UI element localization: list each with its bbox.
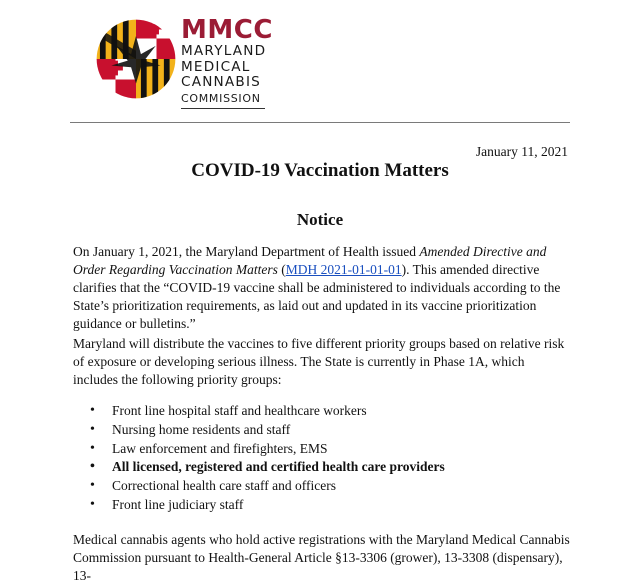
paragraph-cannabis-agents: Medical cannabis agents who hold active registrations with the Maryland Medical Cannabis Commission pursuant to Health-General Article §13-3306 (grower), 13-3308 (dispensary), 13- xyxy=(73,532,570,583)
p1-text-a: On January 1, 2021, the Maryland Department of Health issued xyxy=(73,244,420,259)
priority-group-list xyxy=(90,402,445,515)
logo-text xyxy=(181,16,271,109)
mmcc-logo xyxy=(95,12,273,107)
header-divider xyxy=(70,122,570,123)
list-item: • Front line judiciary staff xyxy=(90,496,445,515)
mdh-directive-link[interactable]: MDH 2021-01-01-01 xyxy=(285,262,402,277)
list-item: • All licensed, registered and certified health care providers xyxy=(90,458,445,477)
org-line-medical: MEDICAL xyxy=(181,58,251,75)
list-item: • Front line hospital staff and healthcare workers xyxy=(90,402,445,421)
document-title: COVID-19 Vaccination Matters xyxy=(191,160,449,181)
paragraph-priority-groups: Maryland will distribute the vaccines to five different priority groups based on relative risk of exposure or developing serious illness. The State is currently in Phase 1A, which includes the following priority groups: xyxy=(73,336,565,387)
maryland-flag-leaf-seal-icon xyxy=(95,18,177,100)
org-line-commission: COMMISSION xyxy=(181,91,261,105)
logo-underline xyxy=(181,108,265,109)
org-line-cannabis: CANNABIS xyxy=(181,74,261,90)
document-subtitle: Notice xyxy=(296,210,344,229)
list-item: • Nursing home residents and staff xyxy=(90,421,445,440)
org-line-maryland: MARYLAND xyxy=(181,43,267,59)
directive-title: Amended Directive and Order Regarding Vaccination Matters xyxy=(73,244,547,277)
list-item: • Law enforcement and firefighters, EMS xyxy=(90,440,445,459)
paragraph-directive xyxy=(73,243,570,333)
p1-text-b: ( xyxy=(277,262,286,277)
p1-text-c: ). This amended directive clarifies that the “COVID-19 vaccine shall be administered to individuals according to the State’s prioritization requirements, as laid out and updated in its vaccine prioritization guidance or bulletins.” xyxy=(73,262,561,331)
document-date: January 11, 2021 xyxy=(475,144,568,159)
list-item: • Correctional health care staff and officers xyxy=(90,477,445,496)
org-acronym: MMCC xyxy=(181,15,273,45)
